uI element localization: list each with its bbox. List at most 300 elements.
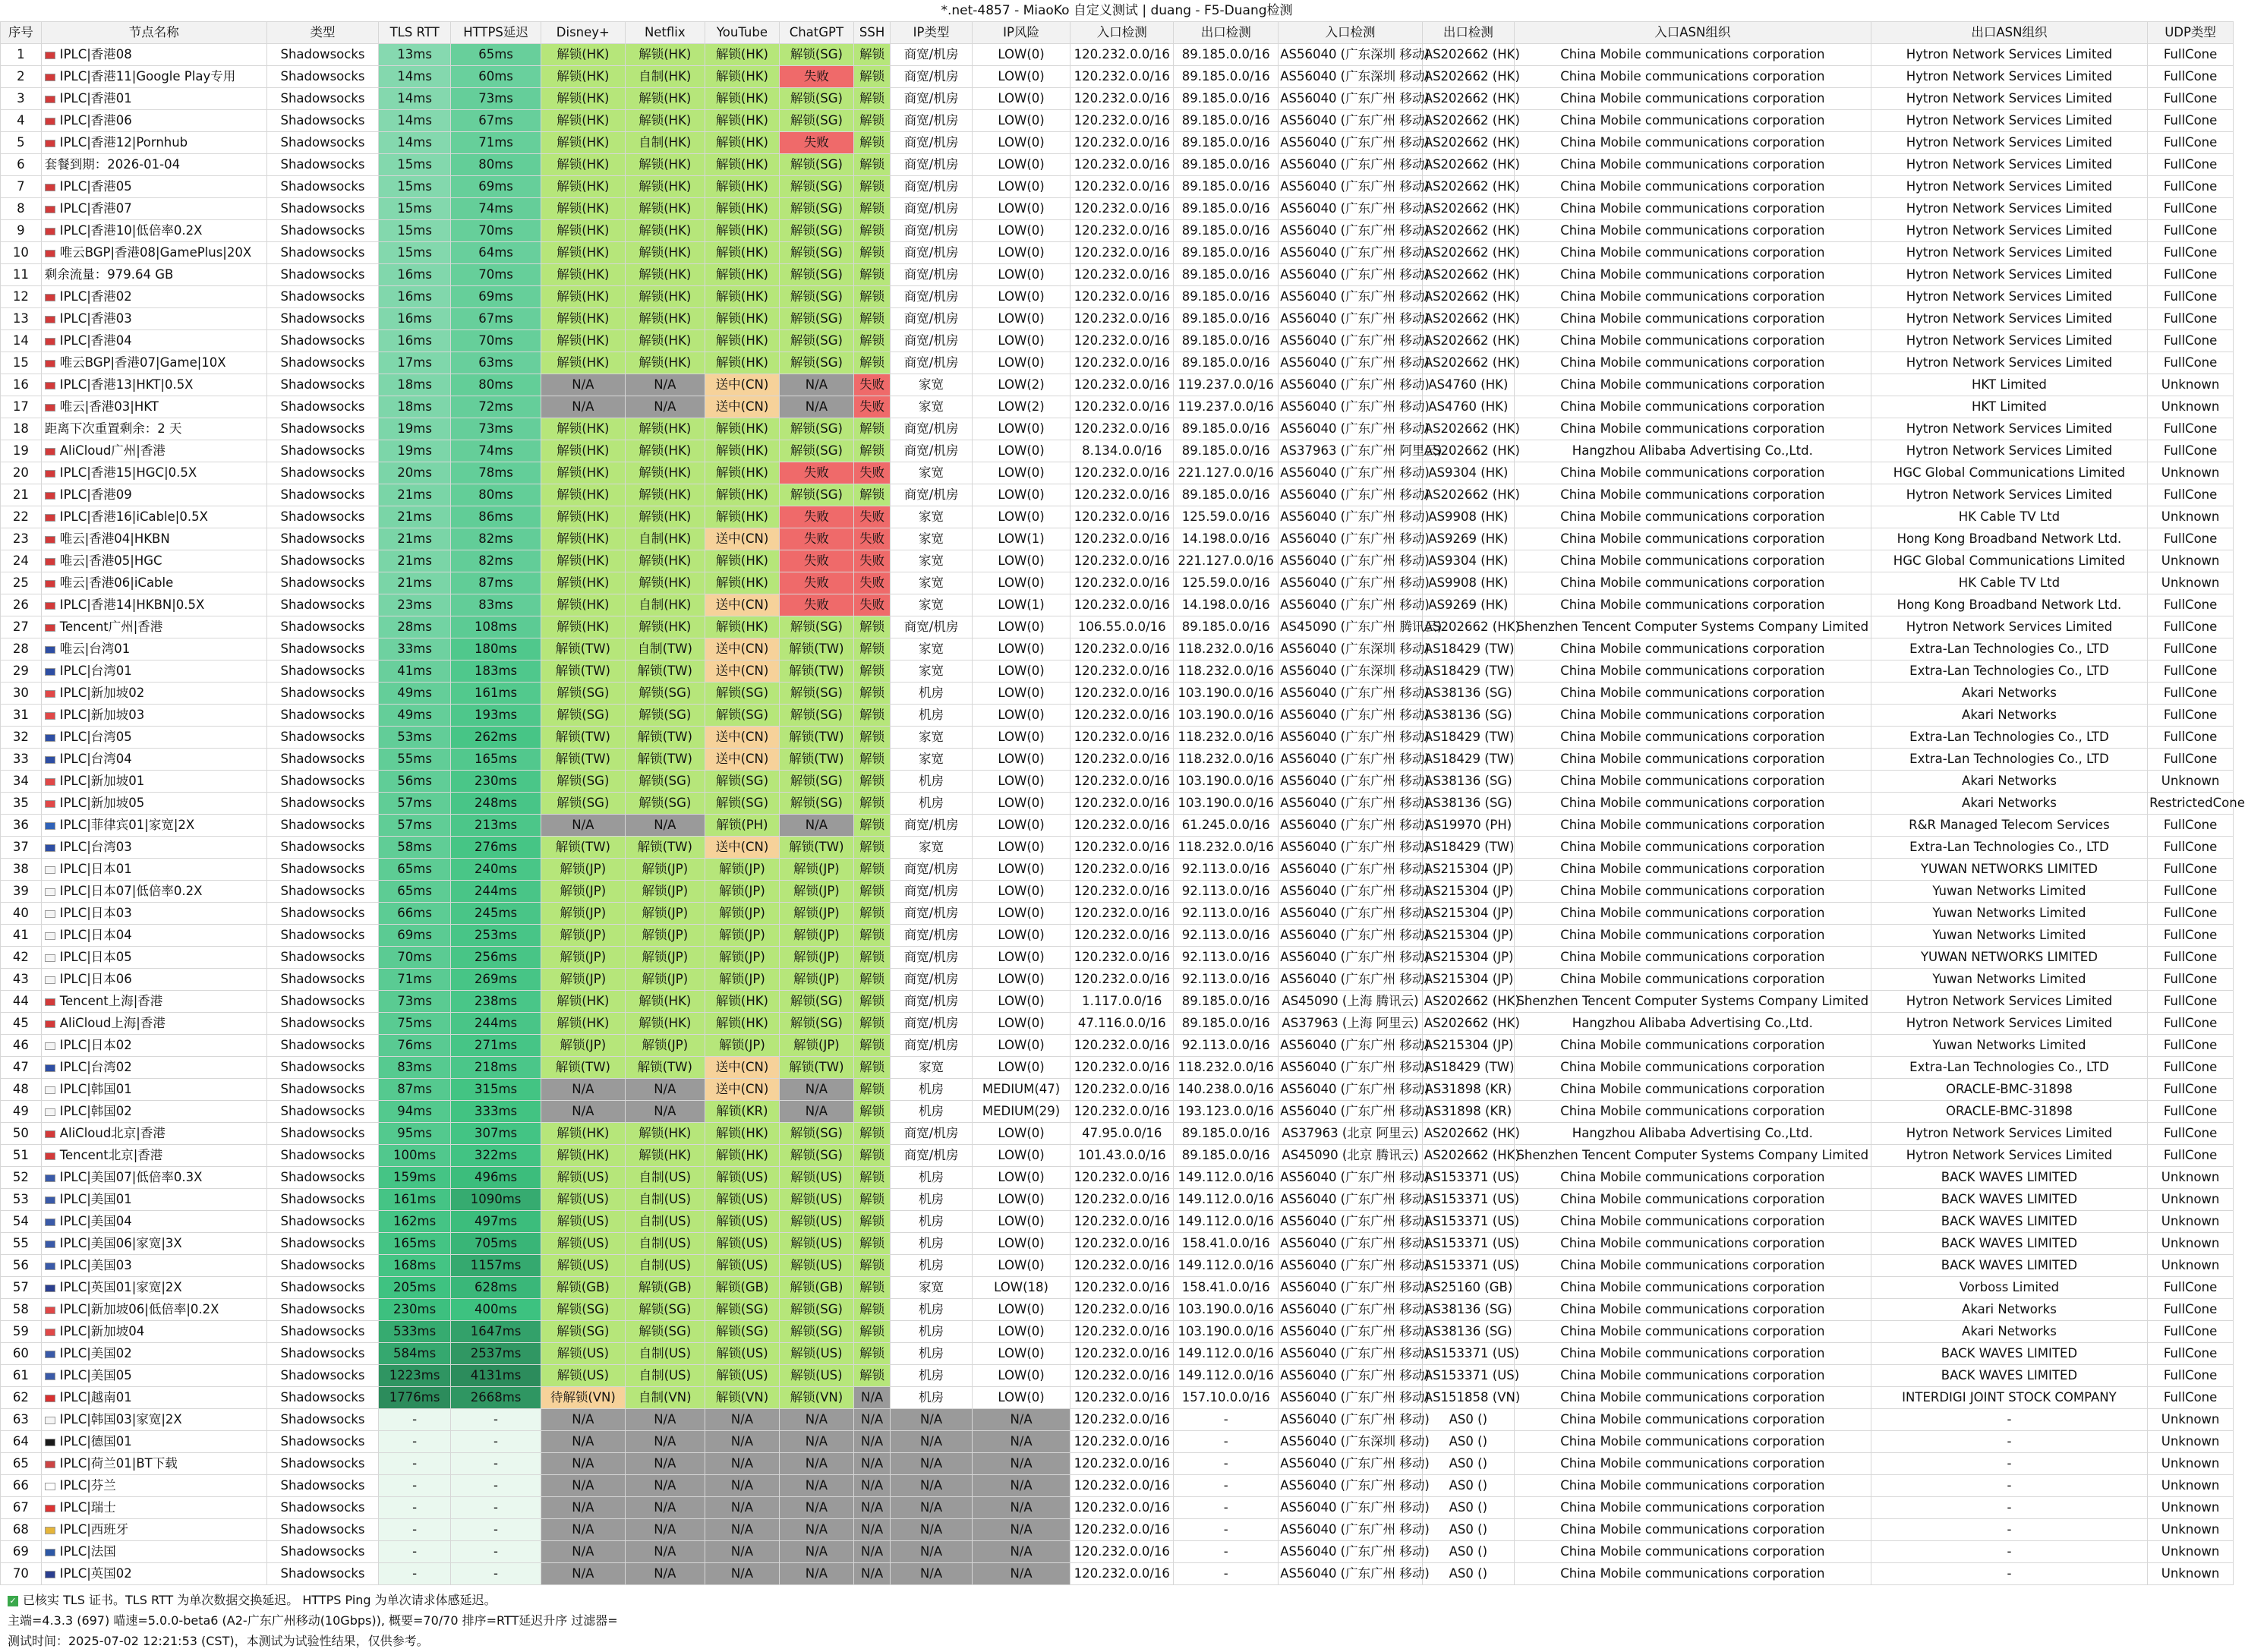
tls-rtt-cell: 95ms — [379, 1123, 451, 1145]
column-header[interactable]: 入口ASN组织 — [1514, 22, 1871, 44]
info-cell: 120.232.0.0/16 — [1070, 88, 1174, 110]
info-cell: Hytron Network Services Limited — [1871, 1013, 2147, 1035]
table-row[interactable] — [1, 1211, 2234, 1233]
table-row[interactable] — [1, 550, 2234, 572]
info-cell: Shadowsocks — [266, 771, 378, 793]
info-cell: Hangzhou Alibaba Advertising Co.,Ltd. — [1514, 1123, 1871, 1145]
table-row[interactable] — [1, 154, 2234, 176]
table-row[interactable] — [1, 176, 2234, 198]
unlock-status-cell: 解锁(JP) — [779, 881, 853, 903]
info-cell: Shadowsocks — [266, 793, 378, 815]
table-row[interactable] — [1, 1101, 2234, 1123]
node-name-cell — [41, 308, 266, 330]
column-header[interactable]: 入口检测 — [1070, 22, 1174, 44]
info-cell: Unknown — [2148, 1475, 2234, 1497]
unlock-status-cell: 解锁 — [853, 352, 890, 374]
table-row[interactable] — [1, 396, 2234, 418]
column-header[interactable]: UDP类型 — [2148, 22, 2234, 44]
node-name-cell — [41, 176, 266, 198]
unlock-status-cell: 解锁(SG) — [705, 683, 779, 705]
info-cell: 120.232.0.0/16 — [1070, 1321, 1174, 1343]
info-cell: Extra-Lan Technologies Co., LTD — [1871, 837, 2147, 859]
unlock-status-cell: 解锁(SG) — [779, 198, 853, 220]
flag-icon — [45, 360, 55, 367]
index-cell: 54 — [1, 1211, 42, 1233]
info-cell: 商宽/机房 — [891, 176, 972, 198]
tls-rtt-cell: 53ms — [379, 727, 451, 749]
unlock-status-cell: N/A — [853, 1431, 890, 1453]
tls-rtt-cell: - — [379, 1541, 451, 1563]
table-row[interactable] — [1, 1519, 2234, 1541]
node-name: IPLC|法国 — [59, 1544, 116, 1559]
node-name-cell — [41, 1431, 266, 1453]
node-name-cell — [41, 727, 266, 749]
info-cell: Yuwan Networks Limited — [1871, 903, 2147, 925]
table-row[interactable] — [1, 749, 2234, 771]
info-cell: AS4760 (HK) — [1422, 374, 1514, 396]
info-cell: 149.112.0.0/16 — [1174, 1365, 1279, 1387]
unlock-status-cell: 解锁(SG) — [625, 683, 705, 705]
unlock-status-cell: 解锁 — [853, 1167, 890, 1189]
info-cell: 商宽/机房 — [891, 1035, 972, 1057]
info-cell: 89.185.0.0/16 — [1174, 440, 1279, 462]
table-row[interactable] — [1, 859, 2234, 881]
table-row[interactable] — [1, 44, 2234, 66]
column-header[interactable]: IP类型 — [891, 22, 972, 44]
unlock-status-cell: 解锁(SG) — [779, 154, 853, 176]
info-cell: 120.232.0.0/16 — [1070, 462, 1174, 484]
flag-icon — [45, 1263, 55, 1270]
table-row[interactable] — [1, 220, 2234, 242]
info-cell: 89.185.0.0/16 — [1174, 132, 1279, 154]
unlock-status-cell: 解锁(HK) — [625, 616, 705, 638]
unlock-status-cell: N/A — [853, 1453, 890, 1475]
table-row[interactable] — [1, 572, 2234, 594]
unlock-status-cell: 解锁(SG) — [625, 771, 705, 793]
unlock-status-cell: 解锁(HK) — [541, 110, 626, 132]
unlock-status-cell: 解锁 — [853, 638, 890, 660]
info-cell: Akari Networks — [1871, 1299, 2147, 1321]
info-cell: AS56040 (广东广州 移动) — [1279, 1497, 1423, 1519]
index-cell: 39 — [1, 881, 42, 903]
info-cell: AS56040 (广东广州 移动) — [1279, 705, 1423, 727]
column-header[interactable]: 出口检测 — [1174, 22, 1279, 44]
unlock-status-cell: N/A — [541, 1079, 626, 1101]
info-cell: FullCone — [2148, 132, 2234, 154]
unlock-status-cell: 解锁(SG) — [779, 1299, 853, 1321]
node-name: 唯云|香港06|iCable — [59, 575, 174, 590]
column-header[interactable]: 类型 — [266, 22, 378, 44]
unlock-status-cell: 解锁(SG) — [625, 705, 705, 727]
index-cell: 34 — [1, 771, 42, 793]
info-cell: 机房 — [891, 1343, 972, 1365]
index-cell: 6 — [1, 154, 42, 176]
table-row[interactable] — [1, 242, 2234, 264]
info-cell: LOW(0) — [972, 44, 1070, 66]
table-row[interactable] — [1, 1299, 2234, 1321]
table-row[interactable] — [1, 506, 2234, 528]
info-cell: Shadowsocks — [266, 1035, 378, 1057]
info-cell: N/A — [891, 1409, 972, 1431]
info-cell: AS202662 (HK) — [1422, 220, 1514, 242]
node-name: IPLC|香港03 — [59, 311, 132, 326]
table-row[interactable] — [1, 881, 2234, 903]
info-cell: BACK WAVES LIMITED — [1871, 1255, 2147, 1277]
info-cell: LOW(1) — [972, 594, 1070, 616]
unlock-status-cell: 解锁(HK) — [541, 308, 626, 330]
node-name: IPLC|美国01 — [59, 1192, 132, 1206]
column-header[interactable]: 序号 — [1, 22, 42, 44]
info-cell: LOW(0) — [972, 308, 1070, 330]
unlock-status-cell: 解锁(HK) — [705, 330, 779, 352]
info-cell: AS202662 (HK) — [1422, 88, 1514, 110]
info-cell: Unknown — [2148, 1233, 2234, 1255]
info-cell: - — [1871, 1431, 2147, 1453]
index-cell: 42 — [1, 947, 42, 969]
info-cell: AS9908 (HK) — [1422, 506, 1514, 528]
info-cell: Shadowsocks — [266, 1079, 378, 1101]
info-cell: 机房 — [891, 1365, 972, 1387]
index-cell: 65 — [1, 1453, 42, 1475]
info-cell: Unknown — [2148, 550, 2234, 572]
column-header[interactable]: 节点名称 — [41, 22, 266, 44]
flag-icon — [45, 206, 55, 213]
info-cell: FullCone — [2148, 352, 2234, 374]
https-latency-cell: 705ms — [451, 1233, 541, 1255]
tls-rtt-cell: 20ms — [379, 462, 451, 484]
unlock-status-cell: 解锁(HK) — [705, 572, 779, 594]
table-row[interactable] — [1, 1475, 2234, 1497]
info-cell: FullCone — [2148, 1101, 2234, 1123]
node-name: IPLC|新加坡02 — [59, 686, 145, 700]
info-cell: 118.232.0.0/16 — [1174, 1057, 1279, 1079]
info-cell: 机房 — [891, 1233, 972, 1255]
column-header[interactable]: Disney+ — [541, 22, 626, 44]
column-header[interactable]: 出口检测 — [1422, 22, 1514, 44]
info-cell: 120.232.0.0/16 — [1070, 1519, 1174, 1541]
unlock-status-cell: N/A — [541, 1409, 626, 1431]
table-row[interactable] — [1, 440, 2234, 462]
table-row[interactable] — [1, 1233, 2234, 1255]
node-name-cell — [41, 638, 266, 660]
info-cell: - — [1174, 1497, 1279, 1519]
info-cell: Shadowsocks — [266, 264, 378, 286]
column-header[interactable]: 出口ASN组织 — [1871, 22, 2147, 44]
tls-rtt-cell: 14ms — [379, 132, 451, 154]
unlock-status-cell: 解锁 — [853, 66, 890, 88]
info-cell: N/A — [972, 1453, 1070, 1475]
info-cell: FullCone — [2148, 1079, 2234, 1101]
table-row[interactable] — [1, 638, 2234, 660]
table-row[interactable] — [1, 88, 2234, 110]
unlock-status-cell: N/A — [853, 1563, 890, 1585]
table-row[interactable] — [1, 705, 2234, 727]
table-row[interactable] — [1, 1079, 2234, 1101]
table-row[interactable] — [1, 1431, 2234, 1453]
info-cell: FullCone — [2148, 1343, 2234, 1365]
table-row[interactable] — [1, 1057, 2234, 1079]
column-header[interactable]: Netflix — [625, 22, 705, 44]
table-row[interactable] — [1, 110, 2234, 132]
table-row[interactable] — [1, 132, 2234, 154]
table-row[interactable] — [1, 352, 2234, 374]
column-header[interactable]: TLS RTT — [379, 22, 451, 44]
info-cell: N/A — [972, 1497, 1070, 1519]
info-cell: 商宽/机房 — [891, 903, 972, 925]
table-row[interactable] — [1, 418, 2234, 440]
info-cell: LOW(0) — [972, 550, 1070, 572]
info-cell: 89.185.0.0/16 — [1174, 66, 1279, 88]
unlock-status-cell: 解锁(SG) — [625, 1299, 705, 1321]
table-row[interactable] — [1, 484, 2234, 506]
table-row[interactable] — [1, 1277, 2234, 1299]
index-cell: 50 — [1, 1123, 42, 1145]
info-cell: AS56040 (广东广州 移动) — [1279, 859, 1423, 881]
table-row[interactable] — [1, 1255, 2234, 1277]
info-cell: 120.232.0.0/16 — [1070, 749, 1174, 771]
unlock-status-cell: 自制(US) — [625, 1167, 705, 1189]
table-row[interactable] — [1, 1145, 2234, 1167]
info-cell: Shadowsocks — [266, 925, 378, 947]
info-cell: LOW(0) — [972, 859, 1070, 881]
unlock-status-cell: N/A — [705, 1453, 779, 1475]
unlock-status-cell: 解锁(SG) — [779, 352, 853, 374]
table-row[interactable] — [1, 683, 2234, 705]
table-row[interactable] — [1, 991, 2234, 1013]
table-row[interactable] — [1, 815, 2234, 837]
tls-rtt-cell: - — [379, 1453, 451, 1475]
table-row[interactable] — [1, 264, 2234, 286]
table-row[interactable] — [1, 771, 2234, 793]
table-row[interactable] — [1, 198, 2234, 220]
table-row[interactable] — [1, 969, 2234, 991]
node-name-cell — [41, 1255, 266, 1277]
flag-icon — [45, 492, 55, 500]
unlock-status-cell: 解锁(SG) — [779, 88, 853, 110]
info-cell: 120.232.0.0/16 — [1070, 286, 1174, 308]
info-cell: Shadowsocks — [266, 1519, 378, 1541]
unlock-status-cell: 解锁 — [853, 418, 890, 440]
info-cell: Extra-Lan Technologies Co., LTD — [1871, 727, 2147, 749]
info-cell: - — [1871, 1475, 2147, 1497]
flag-icon — [45, 1373, 55, 1380]
flag-icon — [45, 1086, 55, 1094]
info-cell: AS38136 (SG) — [1422, 793, 1514, 815]
info-cell: Shadowsocks — [266, 1123, 378, 1145]
table-row[interactable] — [1, 1541, 2234, 1563]
node-name: IPLC|英国02 — [59, 1566, 132, 1581]
table-row[interactable] — [1, 1365, 2234, 1387]
node-name-cell — [41, 969, 266, 991]
table-row[interactable] — [1, 947, 2234, 969]
info-cell: 家宽 — [891, 727, 972, 749]
unlock-status-cell: 自制(TW) — [625, 638, 705, 660]
table-row[interactable] — [1, 837, 2234, 859]
node-name-cell — [41, 1145, 266, 1167]
column-header[interactable]: 入口检测 — [1279, 22, 1423, 44]
table-row[interactable] — [1, 1013, 2234, 1035]
flag-icon — [45, 844, 55, 852]
unlock-status-cell: N/A — [779, 396, 853, 418]
unlock-status-cell: 解锁 — [853, 1079, 890, 1101]
table-row[interactable] — [1, 727, 2234, 749]
info-cell: Akari Networks — [1871, 683, 2147, 705]
flag-icon — [45, 1020, 55, 1028]
table-row[interactable] — [1, 1123, 2234, 1145]
node-name-cell — [41, 484, 266, 506]
tls-rtt-cell: 162ms — [379, 1211, 451, 1233]
unlock-status-cell: 解锁(HK) — [705, 286, 779, 308]
flag-icon — [45, 888, 55, 896]
info-cell: Shadowsocks — [266, 1387, 378, 1409]
flag-icon — [45, 646, 55, 654]
node-name: IPLC|香港10|低倍率0.2X — [59, 223, 203, 238]
info-cell: Shadowsocks — [266, 528, 378, 550]
table-row[interactable] — [1, 528, 2234, 550]
table-row[interactable] — [1, 925, 2234, 947]
table-row[interactable] — [1, 286, 2234, 308]
node-name: IPLC|香港06 — [59, 113, 132, 128]
index-cell: 53 — [1, 1189, 42, 1211]
table-row[interactable] — [1, 1453, 2234, 1475]
info-cell: FullCone — [2148, 969, 2234, 991]
unlock-status-cell: 解锁 — [853, 1321, 890, 1343]
info-cell: China Mobile communications corporation — [1514, 396, 1871, 418]
info-cell: Shadowsocks — [266, 837, 378, 859]
unlock-status-cell: 解锁 — [853, 308, 890, 330]
node-name-cell — [41, 1475, 266, 1497]
info-cell: 120.232.0.0/16 — [1070, 1453, 1174, 1475]
unlock-status-cell: 送中(CN) — [705, 1079, 779, 1101]
table-row[interactable] — [1, 793, 2234, 815]
index-cell: 29 — [1, 660, 42, 683]
info-cell: Shadowsocks — [266, 374, 378, 396]
info-cell: AS153371 (US) — [1422, 1233, 1514, 1255]
unlock-status-cell: 自制(HK) — [625, 66, 705, 88]
flag-icon — [45, 712, 55, 720]
table-row[interactable] — [1, 330, 2234, 352]
info-cell: 221.127.0.0/16 — [1174, 462, 1279, 484]
info-cell: FullCone — [2148, 616, 2234, 638]
info-cell: AS56040 (广东广州 移动) — [1279, 1101, 1423, 1123]
info-cell: China Mobile communications corporation — [1514, 1189, 1871, 1211]
node-name-cell — [41, 1079, 266, 1101]
flag-icon — [45, 866, 55, 874]
info-cell: Extra-Lan Technologies Co., LTD — [1871, 660, 2147, 683]
info-cell: 120.232.0.0/16 — [1070, 793, 1174, 815]
table-row[interactable] — [1, 374, 2234, 396]
table-row[interactable] — [1, 1035, 2234, 1057]
table-row[interactable] — [1, 594, 2234, 616]
column-header[interactable]: SSH — [853, 22, 890, 44]
info-cell: China Mobile communications corporation — [1514, 705, 1871, 727]
info-cell: LOW(0) — [972, 66, 1070, 88]
info-cell: Akari Networks — [1871, 793, 2147, 815]
unlock-status-cell: 解锁(HK) — [625, 88, 705, 110]
info-cell: AS215304 (JP) — [1422, 859, 1514, 881]
info-cell: N/A — [972, 1519, 1070, 1541]
info-cell: AS56040 (广东广州 移动) — [1279, 220, 1423, 242]
table-row[interactable] — [1, 462, 2234, 484]
node-name: IPLC|美国05 — [59, 1368, 132, 1382]
info-cell: China Mobile communications corporation — [1514, 1541, 1871, 1563]
info-cell: China Mobile communications corporation — [1514, 1321, 1871, 1343]
index-cell: 12 — [1, 286, 42, 308]
table-row[interactable] — [1, 1409, 2234, 1431]
tls-rtt-cell: 57ms — [379, 793, 451, 815]
info-cell: 1.117.0.0/16 — [1070, 991, 1174, 1013]
table-row[interactable] — [1, 1167, 2234, 1189]
info-cell: AS56040 (广东广州 移动) — [1279, 1387, 1423, 1409]
node-name: IPLC|瑞士 — [59, 1500, 116, 1515]
table-row[interactable] — [1, 1387, 2234, 1409]
info-cell: 120.232.0.0/16 — [1070, 396, 1174, 418]
info-cell: 89.185.0.0/16 — [1174, 1123, 1279, 1145]
info-cell: Shadowsocks — [266, 683, 378, 705]
info-cell: 120.232.0.0/16 — [1070, 1409, 1174, 1431]
footer — [0, 1590, 2234, 1651]
unlock-status-cell: 解锁(TW) — [625, 749, 705, 771]
unlock-status-cell: 解锁(HK) — [541, 88, 626, 110]
unlock-status-cell: 解锁(HK) — [705, 616, 779, 638]
unlock-status-cell: 解锁(VN) — [779, 1387, 853, 1409]
column-header[interactable]: IP风险 — [972, 22, 1070, 44]
table-row[interactable] — [1, 1343, 2234, 1365]
info-cell: AS9304 (HK) — [1422, 462, 1514, 484]
info-cell: AS56040 (广东广州 移动) — [1279, 1365, 1423, 1387]
info-cell: LOW(0) — [972, 925, 1070, 947]
unlock-status-cell: 解锁(HK) — [541, 506, 626, 528]
table-row[interactable] — [1, 1497, 2234, 1519]
table-row[interactable] — [1, 903, 2234, 925]
info-cell: AS56040 (广东广州 移动) — [1279, 1541, 1423, 1563]
info-cell: AS56040 (广东广州 移动) — [1279, 506, 1423, 528]
unlock-status-cell: N/A — [853, 1387, 890, 1409]
column-header[interactable]: YouTube — [705, 22, 779, 44]
table-row[interactable] — [1, 308, 2234, 330]
info-cell: 103.190.0.0/16 — [1174, 705, 1279, 727]
table-row[interactable] — [1, 1563, 2234, 1585]
https-latency-cell: 67ms — [451, 308, 541, 330]
info-cell: R&R Managed Telecom Services — [1871, 815, 2147, 837]
unlock-status-cell: 解锁(SG) — [779, 616, 853, 638]
table-row[interactable] — [1, 66, 2234, 88]
table-row[interactable] — [1, 1189, 2234, 1211]
info-cell: Shadowsocks — [266, 881, 378, 903]
info-cell: 家宽 — [891, 572, 972, 594]
table-row[interactable] — [1, 1321, 2234, 1343]
info-cell: AS56040 (广东广州 移动) — [1279, 308, 1423, 330]
table-row[interactable] — [1, 616, 2234, 638]
result-table — [0, 21, 2245, 1585]
flag-icon — [45, 778, 55, 786]
https-latency-cell: 71ms — [451, 132, 541, 154]
unlock-status-cell: 解锁 — [853, 88, 890, 110]
tls-rtt-cell: 21ms — [379, 572, 451, 594]
column-header[interactable]: ChatGPT — [779, 22, 853, 44]
info-cell: Hytron Network Services Limited — [1871, 220, 2147, 242]
unlock-status-cell: 解锁 — [853, 616, 890, 638]
info-cell: 92.113.0.0/16 — [1174, 947, 1279, 969]
column-header[interactable]: HTTPS延迟 — [451, 22, 541, 44]
unlock-status-cell: 解锁(SG) — [779, 484, 853, 506]
info-cell: BACK WAVES LIMITED — [1871, 1365, 2147, 1387]
info-cell: China Mobile communications corporation — [1514, 594, 1871, 616]
info-cell: Hytron Network Services Limited — [1871, 44, 2147, 66]
https-latency-cell: 213ms — [451, 815, 541, 837]
info-cell: China Mobile communications corporation — [1514, 550, 1871, 572]
table-row[interactable] — [1, 660, 2234, 683]
